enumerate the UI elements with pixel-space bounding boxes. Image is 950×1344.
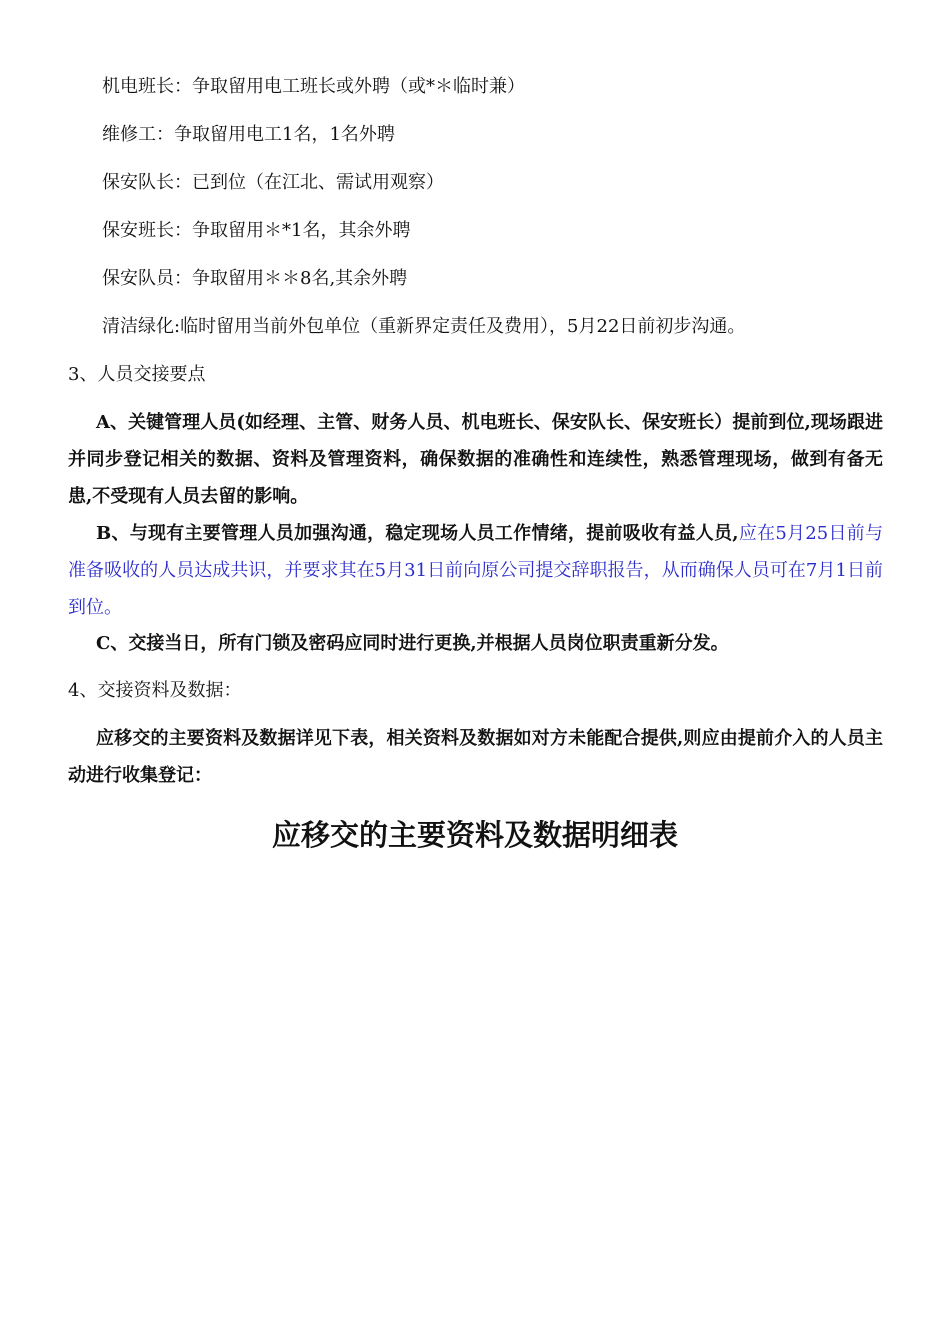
point-c-paragraph: C、交接当日，所有门锁及密码应同时进行更换,并根据人员岗位职责重新分发。	[96, 633, 729, 654]
staffing-line-electrical-leader: 机电班长：争取留用电工班长或外聘（或*＊临时兼）	[102, 76, 525, 97]
staffing-line-maintenance: 维修工：争取留用电工1名，1名外聘	[102, 124, 395, 145]
table-title: 应移交的主要资料及数据明细表	[271, 818, 678, 852]
point-b-bold-text: B、与现有主要管理人员加强沟通，稳定现场人员工作情绪，提前吸收有益人员,	[96, 523, 739, 544]
staffing-line-security-leader: 保安班长：争取留用＊*1名，其余外聘	[102, 220, 411, 241]
point-b-highlighted-text: 应在5月25日前与准备吸收的人员达成共识，并要求其在5月31日前向原公司提交辞职报告，从而确保人员可在7月1日前到位。	[68, 523, 883, 618]
point-a-paragraph: A、关键管理人员(如经理、主管、财务人员、机电班长、保安队长、保安班长）提前到位,现场跟进并同步登记相关的数据、资料及管理资料，确保数据的准确性和连续性，熟悉管理现场，做到有备无患,不受现有人员去留的影响。	[68, 412, 883, 507]
staffing-line-cleaning: 清洁绿化:临时留用当前外包单位（重新界定责任及费用），5月22日前初步沟通。	[102, 316, 746, 337]
section-3-heading: 3、人员交接要点	[68, 364, 206, 385]
section-4-heading: 4、交接资料及数据：	[68, 680, 242, 701]
section-4-paragraph: 应移交的主要资料及数据详见下表，相关资料及数据如对方未能配合提供,则应由提前介入的人员主动进行收集登记：	[68, 728, 883, 786]
staffing-line-security-captain: 保安队长：已到位（在江北、需试用观察）	[102, 172, 444, 193]
point-b-paragraph	[68, 515, 883, 626]
staffing-line-security-guards: 保安队员：争取留用＊＊8名,其余外聘	[102, 268, 408, 289]
